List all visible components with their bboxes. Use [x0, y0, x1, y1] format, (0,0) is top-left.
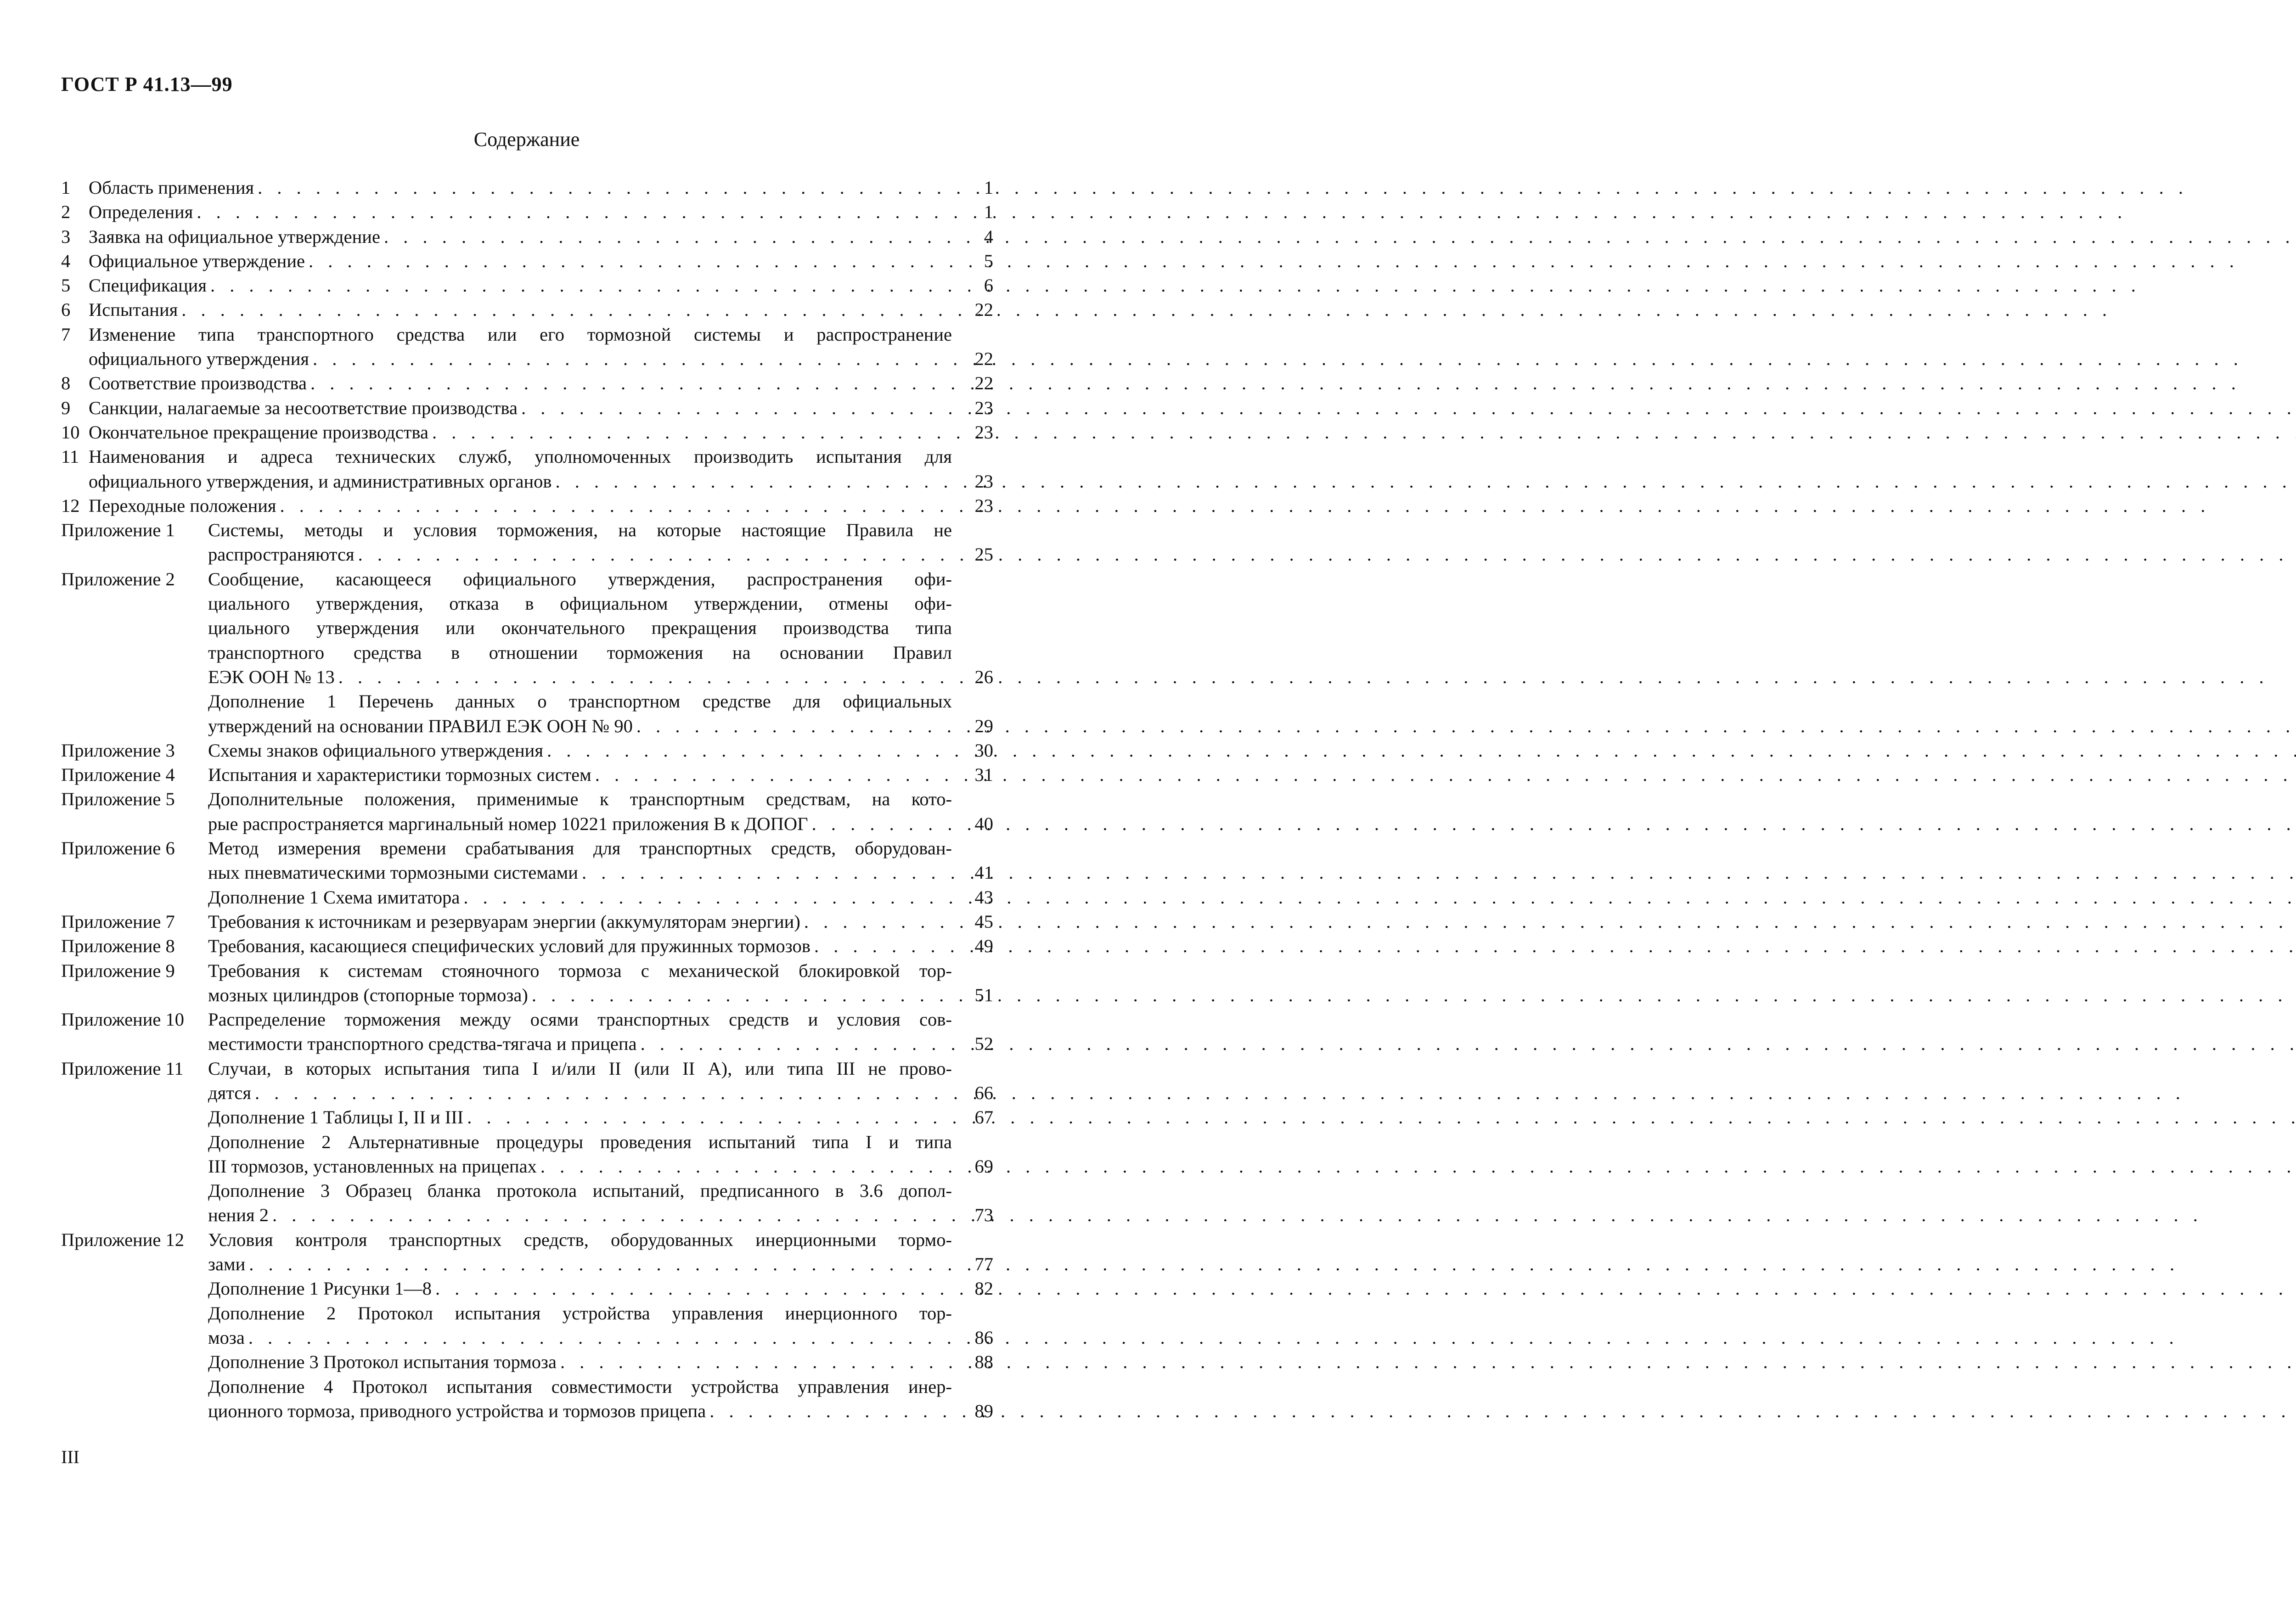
dot-leader	[254, 175, 2191, 200]
toc-entry[interactable]	[61, 494, 993, 518]
toc-entry-number: Приложение 1	[61, 520, 175, 541]
toc-entry-title	[208, 1056, 952, 1105]
toc-entry-line: Требования, касающиеся специфических условий для пружинных тормозов	[208, 936, 810, 957]
toc-entry-line: утверждений на основании ПРАВИЛ ЕЭК ООН № 90	[208, 715, 633, 736]
toc-entry[interactable]	[61, 396, 993, 420]
toc-entry-title	[89, 396, 952, 420]
dot-leader	[637, 1032, 2296, 1056]
toc-entry[interactable]	[61, 1301, 993, 1350]
dot-leader	[305, 249, 2242, 273]
dot-leader	[557, 1350, 2296, 1374]
toc-entry-title	[208, 787, 952, 836]
toc-entry-title	[208, 1375, 952, 1424]
toc-entry-page: 22	[974, 299, 993, 320]
toc-entry-number: Приложение 12	[61, 1229, 184, 1250]
toc-entry[interactable]	[61, 371, 993, 395]
toc-entry-title	[89, 322, 952, 371]
toc-entry-line: Изменение типа транспортного средства или его тормозной системы и распространение	[89, 324, 952, 345]
toc-entry[interactable]	[61, 297, 993, 322]
toc-entry[interactable]	[61, 1350, 993, 1374]
toc-entry-line: Дополнение 2 Альтернативные процедуры проведения испытаний типа I и типа	[208, 1131, 952, 1152]
page-title: Содержание	[473, 128, 580, 151]
toc-entry-line: местимости транспортного средства-тягача и прицепа	[208, 1033, 637, 1055]
toc-entry[interactable]	[61, 1375, 993, 1424]
toc-entry-line: моза	[208, 1327, 245, 1348]
toc-entry-line: Дополнение 3 Образец бланка протокола испытаний, предписанного в 3.6 допол-	[208, 1180, 952, 1201]
page-number: III	[61, 1447, 79, 1467]
toc-entry-page: 82	[974, 1278, 993, 1299]
toc-entry-line: Дополнение 1 Таблицы I, II и III	[208, 1107, 464, 1128]
toc-entry-line: III тормозов, установленных на прицепах	[208, 1156, 537, 1177]
toc-entry[interactable]	[61, 763, 993, 787]
toc-entry-page: 88	[974, 1352, 993, 1373]
toc-entry-line: Дополнительные положения, применимые к транспортным средствам, на кото-	[208, 789, 952, 810]
toc-entry-title	[208, 763, 952, 787]
toc-entry-title	[208, 738, 952, 763]
toc-entry-page: 45	[974, 911, 993, 932]
dot-leader	[460, 885, 2296, 909]
toc-entry[interactable]	[61, 175, 993, 200]
toc-entry[interactable]	[61, 1276, 993, 1301]
toc-entry-title	[208, 567, 952, 689]
dot-leader	[269, 1203, 2206, 1227]
toc-entry-page: 77	[974, 1254, 993, 1275]
toc-entry[interactable]	[61, 518, 993, 567]
dot-leader	[380, 224, 2296, 249]
dot-leader	[335, 665, 2272, 689]
toc-entry-page: 22	[974, 348, 993, 370]
dot-leader	[518, 396, 2296, 420]
toc-entry-number: Приложение 8	[61, 936, 175, 957]
toc-entry-line: Дополнение 3 Протокол испытания тормоза	[208, 1352, 557, 1373]
toc-entry-line: Системы, методы и условия торможения, на которые настоящие Правила не	[208, 520, 952, 541]
dot-leader	[309, 347, 2246, 371]
toc-entry-line: циального утверждения, отказа в официальном утверждении, отмены офи-	[208, 593, 952, 614]
toc-entry-line: нения 2	[208, 1205, 269, 1226]
toc-entry-line: Определения	[89, 202, 193, 223]
dot-leader	[178, 297, 2115, 322]
toc-entry-title	[208, 885, 952, 909]
toc-entry-title	[89, 420, 952, 444]
toc-entry-number: 8	[61, 373, 71, 394]
toc-entry-title	[208, 836, 952, 885]
table-of-contents	[61, 175, 993, 1423]
toc-entry-page: 29	[974, 715, 993, 736]
dot-leader	[428, 420, 2296, 444]
toc-entry[interactable]	[61, 959, 993, 1008]
toc-entry-line: ЕЭК ООН № 13	[208, 666, 335, 687]
dot-leader	[800, 909, 2296, 934]
dot-leader	[463, 1105, 2296, 1129]
toc-entry-page: 23	[974, 397, 993, 418]
toc-entry-title	[208, 909, 952, 934]
toc-entry-page: 23	[974, 495, 993, 516]
toc-entry[interactable]	[61, 224, 993, 249]
toc-entry-number: 2	[61, 202, 71, 223]
dot-leader	[432, 1276, 2296, 1301]
toc-entry-page: 89	[974, 1400, 993, 1421]
toc-entry[interactable]	[61, 322, 993, 371]
toc-entry-title	[208, 1301, 952, 1350]
toc-entry-number: 6	[61, 299, 71, 320]
toc-entry-number: Приложение 7	[61, 911, 175, 932]
toc-entry-page: 67	[974, 1107, 993, 1128]
dot-leader	[207, 273, 2144, 297]
toc-entry-line: Переходные положения	[89, 495, 276, 516]
toc-entry-number: Приложение 6	[61, 838, 175, 859]
toc-entry-line: официального утверждения	[89, 348, 310, 370]
dot-leader	[537, 1154, 2296, 1178]
toc-entry-number: 3	[61, 226, 71, 247]
toc-entry-line: Соответствие производства	[89, 373, 307, 394]
toc-entry-line: рые распространяется маргинальный номер 10221 приложения В к ДОПОГ	[208, 813, 808, 834]
toc-entry-line: Схемы знаков официального утверждения	[208, 740, 543, 761]
toc-entry-page: 52	[974, 1033, 993, 1055]
toc-entry-number: Приложение 5	[61, 789, 175, 810]
toc-entry-line: Дополнение 1 Рисунки 1—8	[208, 1278, 432, 1299]
toc-entry-line: Дополнение 1 Схема имитатора	[208, 886, 460, 908]
toc-entry[interactable]	[61, 1105, 993, 1129]
dot-leader	[528, 983, 2296, 1007]
toc-entry-title	[89, 444, 952, 494]
toc-entry-line: Требования к системам стояночного тормоза с механической блокировкой тор-	[208, 960, 952, 981]
toc-entry-line: ционного тормоза, приводного устройства и тормозов прицепа	[208, 1400, 706, 1421]
toc-entry[interactable]	[61, 200, 993, 224]
toc-entry-page: 1	[984, 177, 993, 198]
toc-entry-title	[89, 175, 952, 200]
toc-entry-number: 7	[61, 324, 71, 345]
toc-entry-line: Испытания	[89, 299, 178, 320]
toc-entry[interactable]	[61, 738, 993, 763]
toc-entry-number: Приложение 4	[61, 764, 175, 785]
toc-entry-line: Область применения	[89, 177, 254, 198]
toc-entry-page: 43	[974, 886, 993, 908]
toc-entry-number: 10	[61, 421, 80, 443]
toc-entry-page: 5	[984, 250, 993, 271]
toc-entry-line: транспортного средства в отношении торможения на основании Правил	[208, 642, 952, 663]
toc-entry-line: Окончательное прекращение производства	[89, 421, 428, 443]
toc-entry-number: Приложение 2	[61, 568, 175, 589]
toc-entry-page: 41	[974, 862, 993, 883]
dot-leader	[633, 714, 2296, 738]
dot-leader	[245, 1252, 2182, 1276]
toc-entry-number: Приложение 10	[61, 1009, 184, 1030]
dot-leader	[552, 469, 2296, 494]
toc-entry-number: Приложение 11	[61, 1058, 184, 1079]
toc-entry-line: Официальное утверждение	[89, 250, 305, 271]
toc-entry-line: Дополнение 4 Протокол испытания совместимости устройства управления инер-	[208, 1376, 952, 1397]
toc-entry-title	[208, 689, 952, 738]
toc-entry[interactable]	[61, 249, 993, 273]
toc-entry-title	[208, 1350, 952, 1374]
toc-entry-line: мозных цилиндров (стопорные тормоза)	[208, 984, 528, 1005]
dot-leader	[543, 738, 2296, 763]
document-code: ГОСТ Р 41.13—99	[61, 73, 233, 95]
toc-entry-line: дятся	[208, 1082, 252, 1103]
toc-entry-title	[89, 249, 952, 273]
toc-entry-number: 5	[61, 275, 71, 296]
toc-entry-number: 11	[61, 446, 79, 467]
toc-entry-line: Дополнение 2 Протокол испытания устройства управления инерционного тор-	[208, 1302, 952, 1324]
toc-entry-page: 86	[974, 1327, 993, 1348]
toc-entry-number: 12	[61, 495, 80, 516]
toc-entry-number: Приложение 9	[61, 960, 175, 981]
toc-entry-line: Санкции, налагаемые за несоответствие производства	[89, 397, 518, 418]
dot-leader	[591, 763, 2296, 787]
toc-entry-title	[208, 1105, 952, 1129]
toc-entry-page: 22	[974, 373, 993, 394]
toc-entry-line: Испытания и характеристики тормозных систем	[208, 764, 591, 785]
toc-entry-line: Метод измерения времени срабатывания для транспортных средств, оборудован-	[208, 838, 952, 859]
toc-entry-page: 6	[984, 275, 993, 296]
toc-entry-page: 31	[974, 764, 993, 785]
dot-leader	[245, 1325, 2182, 1350]
toc-entry-page: 73	[974, 1205, 993, 1226]
toc-entry-line: Наименования и адреса технических служб, уполномоченных производить испытания для	[89, 446, 952, 467]
dot-leader	[307, 371, 2244, 395]
dot-leader	[808, 812, 2296, 836]
toc-entry-title	[89, 297, 952, 322]
toc-entry[interactable]	[61, 567, 993, 689]
toc-entry[interactable]	[61, 1130, 993, 1179]
toc-entry-line: Случаи, в которых испытания типа I и/или II (или II А), или типа III не прово-	[208, 1058, 952, 1079]
toc-entry-page: 23	[974, 471, 993, 492]
toc-entry-title	[89, 273, 952, 297]
dot-leader	[251, 1081, 2188, 1105]
toc-entry-line: распространяются	[208, 544, 355, 565]
toc-entry[interactable]	[61, 1228, 993, 1277]
toc-entry-line: Сообщение, касающееся официального утверждения, распространения офи-	[208, 568, 952, 589]
toc-entry-line: Дополнение 1 Перечень данных о транспортном средстве для официальных	[208, 691, 952, 712]
dot-leader	[193, 200, 2130, 224]
toc-entry-title	[89, 224, 952, 249]
toc-entry-page: 69	[974, 1156, 993, 1177]
toc-entry[interactable]	[61, 934, 993, 958]
dot-leader	[355, 542, 2291, 567]
toc-entry-page: 4	[984, 226, 993, 247]
toc-entry-number: Приложение 3	[61, 740, 175, 761]
toc-entry-page: 51	[974, 984, 993, 1005]
toc-entry-page: 1	[984, 202, 993, 223]
toc-entry-title	[208, 1228, 952, 1277]
toc-entry-number: 9	[61, 397, 71, 418]
dot-leader	[276, 494, 2213, 518]
toc-entry-line: зами	[208, 1254, 246, 1275]
toc-entry-title	[89, 371, 952, 395]
toc-entry-line: Спецификация	[89, 275, 207, 296]
toc-entry-line: Условия контроля транспортных средств, оборудованных инерционными тормо-	[208, 1229, 952, 1250]
toc-entry-line: Требования к источникам и резервуарам энергии (аккумуляторам энергии)	[208, 911, 800, 932]
toc-entry-title	[208, 1130, 952, 1179]
toc-entry-title	[89, 200, 952, 224]
toc-entry-line: Распределение торможения между осями транспортных средств и условия сов-	[208, 1009, 952, 1030]
toc-entry-page: 66	[974, 1082, 993, 1103]
toc-entry-title	[89, 494, 952, 518]
toc-entry[interactable]	[61, 689, 993, 738]
toc-entry-title	[208, 518, 952, 567]
toc-entry-page: 25	[974, 544, 993, 565]
toc-entry[interactable]	[61, 836, 993, 885]
toc-entry-page: 49	[974, 936, 993, 957]
toc-entry-line: официального утверждения, и административных органов	[89, 471, 552, 492]
toc-entry-line: циального утверждения или окончательного прекращения производства типа	[208, 617, 952, 639]
toc-entry-title	[208, 1007, 952, 1056]
toc-entry-title	[208, 959, 952, 1008]
toc-entry-title	[208, 934, 952, 958]
toc-entry-number: 4	[61, 250, 71, 271]
toc-entry-line: ных пневматическими тормозными системами	[208, 862, 578, 883]
toc-entry-title	[208, 1178, 952, 1228]
toc-entry-page: 30	[974, 740, 993, 761]
toc-entry[interactable]	[61, 420, 993, 444]
toc-entry-page: 23	[974, 421, 993, 443]
toc-entry[interactable]	[61, 787, 993, 836]
toc-entry[interactable]	[61, 444, 993, 494]
toc-entry[interactable]	[61, 1178, 993, 1228]
toc-entry-number: 1	[61, 177, 71, 198]
toc-entry[interactable]	[61, 1007, 993, 1056]
dot-leader	[578, 860, 2296, 885]
toc-entry[interactable]	[61, 909, 993, 934]
toc-entry[interactable]	[61, 885, 993, 909]
toc-entry-title	[208, 1276, 952, 1301]
toc-entry-page: 40	[974, 813, 993, 834]
toc-entry[interactable]	[61, 273, 993, 297]
dot-leader	[706, 1399, 2296, 1423]
toc-entry-line: Заявка на официальное утверждение	[89, 226, 380, 247]
dot-leader	[810, 934, 2296, 958]
toc-entry-page: 26	[974, 666, 993, 687]
toc-entry[interactable]	[61, 1056, 993, 1105]
